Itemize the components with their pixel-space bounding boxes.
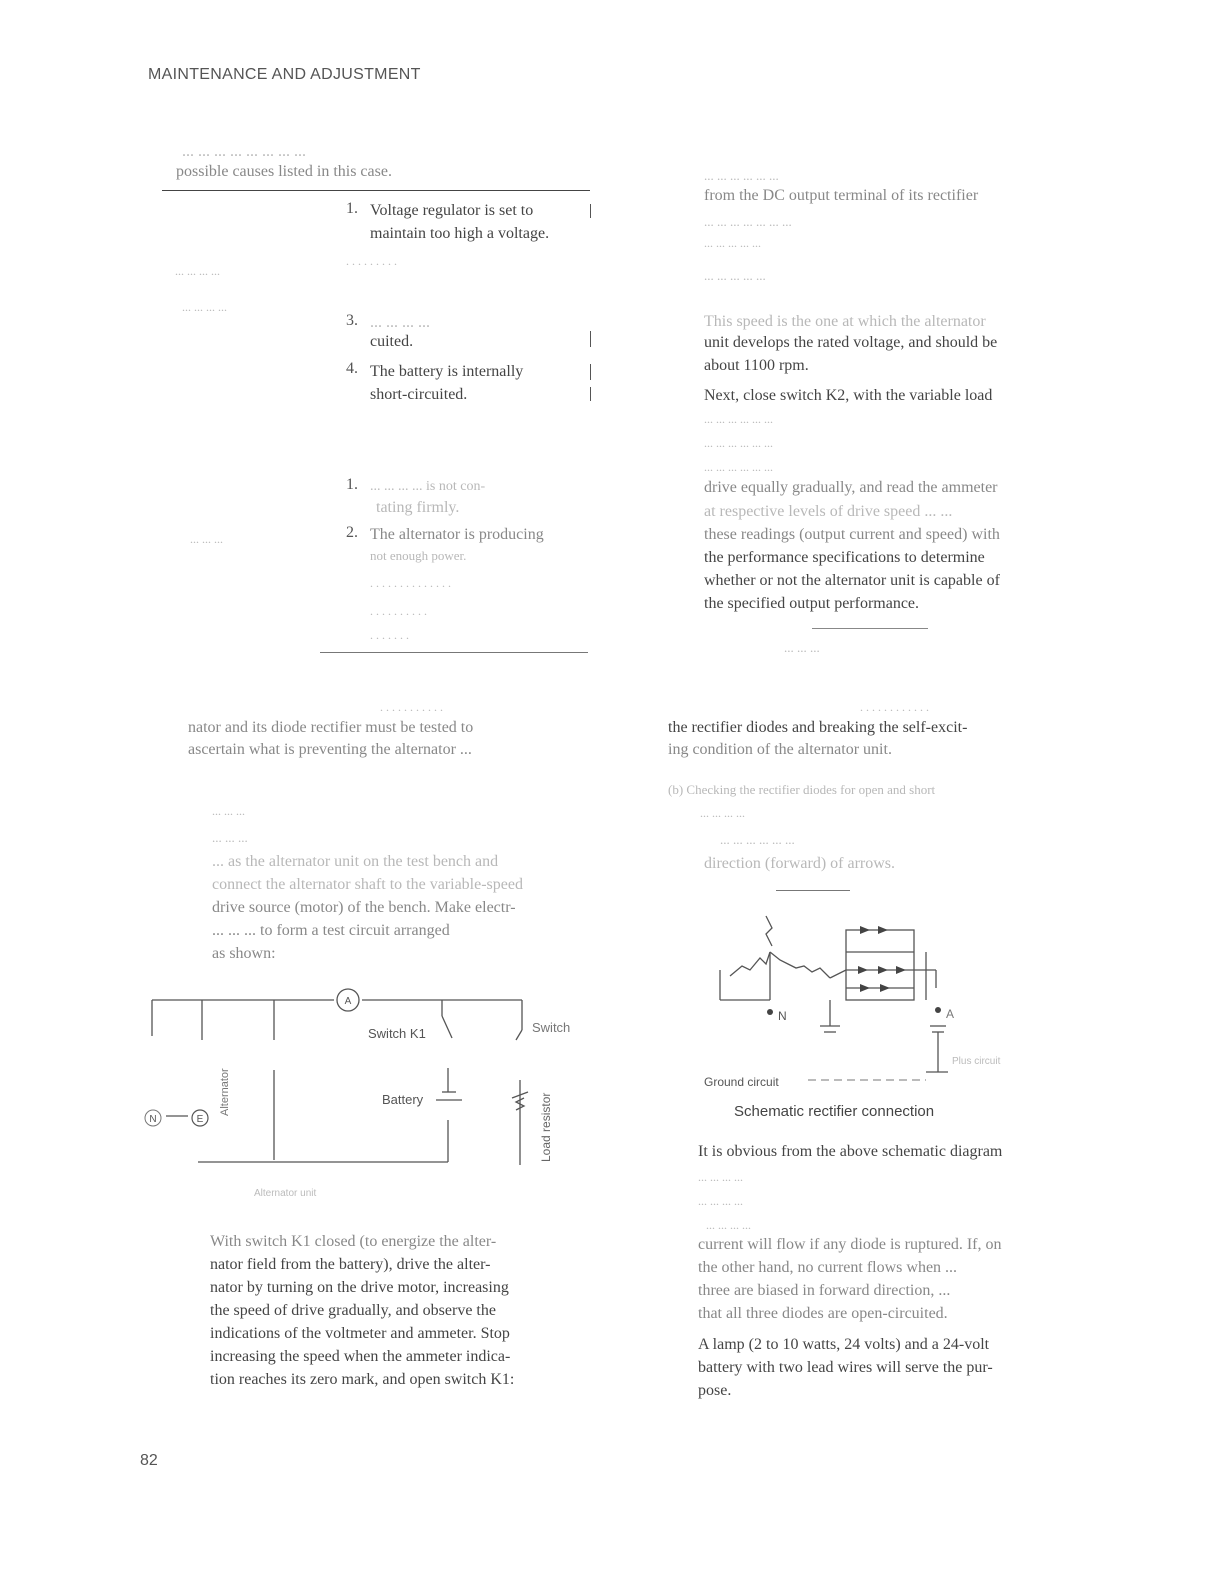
paragraph-line: from the DC output terminal of its rectifier <box>704 187 979 204</box>
paragraph-line: ... ... ... <box>212 804 245 818</box>
battery-label: Battery <box>382 1092 424 1107</box>
paragraph-line: ... ... ... ... ... ... <box>704 168 779 183</box>
paragraph-line: ... ... ... ... <box>698 1170 743 1184</box>
paragraph-line: ascertain what is preventing the alternator ... <box>188 741 472 758</box>
intro-text: possible causes listed in this case. <box>176 163 392 180</box>
paragraph-line: battery with two lead wires will serve the pur- <box>698 1359 993 1376</box>
list-item-line: The alternator is producing <box>370 526 544 543</box>
table-bottom-rule <box>320 652 588 653</box>
list-item-line: ... ... ... ... <box>370 314 430 331</box>
paragraph-line: these readings (output current and speed) with <box>704 526 1000 543</box>
table-top-rule <box>162 190 590 191</box>
paragraph-line: nator and its diode rectifier must be tested to <box>188 719 474 736</box>
paragraph-line: the speed of drive gradually, and observe the <box>210 1302 496 1319</box>
paragraph-line: unit develops the rated voltage, and should be <box>704 334 998 351</box>
paragraph-line: ing condition of the alternator unit. <box>668 741 892 758</box>
list-item-line: tating firmly. <box>376 499 460 516</box>
page-header: MAINTENANCE AND ADJUSTMENT <box>148 66 421 83</box>
divider <box>776 890 850 891</box>
paragraph-line: ... ... ... ... <box>698 1194 743 1208</box>
paragraph-line: ... as the alternator unit on the test bench and <box>212 853 499 870</box>
terminal-e-label: E <box>196 1114 204 1125</box>
paragraph-line: nator by turning on the drive motor, increasing <box>210 1279 509 1296</box>
paragraph-line: the other hand, no current flows when ... <box>698 1259 958 1276</box>
margin-bar <box>590 387 591 401</box>
paragraph-line: the performance specifications to determine <box>704 549 985 566</box>
faint-label: ... ... ... ... <box>182 300 227 314</box>
list-item-line: Voltage regulator is set to <box>370 202 534 219</box>
item-number: 3. <box>346 312 358 329</box>
rectifier-caption: Schematic rectifier connection <box>734 1103 935 1120</box>
paragraph-line: nator field from the battery), drive the alter- <box>210 1256 491 1273</box>
terminal-n-label: N <box>149 1114 157 1125</box>
faint-label: ... ... ... <box>190 532 223 546</box>
faint-label: ... ... ... ... <box>175 264 220 278</box>
faint-heading-rule <box>812 628 928 629</box>
paragraph-line: drive source (motor) of the bench. Make electr- <box>212 899 516 916</box>
paragraph-line: ... ... ... ... <box>700 806 745 820</box>
paragraph-line: A lamp (2 to 10 watts, 24 volts) and a 24-volt <box>698 1336 990 1353</box>
switch-k1-label: Switch K1 <box>368 1026 426 1041</box>
circuit-caption: Alternator unit <box>254 1188 317 1199</box>
paragraph-line: drive equally gradually, and read the ammeter <box>704 479 998 496</box>
page-number: 82 <box>140 1452 158 1469</box>
paragraph-line: ... ... ... ... <box>706 1218 751 1232</box>
rectifier-diagram <box>700 908 1070 1098</box>
intro-faint-text: ... ... ... ... ... ... ... ... <box>182 143 306 160</box>
paragraph-line: three are biased in forward direction, ... <box>698 1282 951 1299</box>
item-number: 1. <box>346 476 358 493</box>
paragraph-line: that all three diodes are open-circuited. <box>698 1305 948 1322</box>
load-resistor-label: Load resistor <box>539 1092 553 1162</box>
paragraph-line: Next, close switch K2, with the variable load <box>704 387 993 404</box>
paragraph-line: ... ... ... ... ... <box>704 268 766 283</box>
paragraph-line: indications of the voltmeter and ammeter. Stop <box>210 1325 510 1342</box>
item-number: 2. <box>346 524 358 541</box>
item-number: 4. <box>346 360 358 377</box>
list-item-line: The battery is internally <box>370 363 524 380</box>
list-item-line: maintain too high a voltage. <box>370 225 550 242</box>
paragraph-line: the specified output performance. <box>704 595 920 612</box>
paragraph-line: the rectifier diodes and breaking the self-excit- <box>668 719 968 736</box>
paragraph-line: whether or not the alternator unit is capable of <box>704 572 1000 589</box>
paragraph-line: pose. <box>698 1382 732 1399</box>
alternator-label: Alternator <box>219 1068 231 1116</box>
paragraph-line: ... ... ... ... ... ... <box>704 412 773 426</box>
paragraph-line: ... ... ... ... ... <box>704 236 761 250</box>
switch-label: Switch <box>532 1020 571 1035</box>
paragraph-line: ... ... ... ... ... ... <box>704 460 773 474</box>
paragraph-line: This speed is the one at which the alternator <box>704 313 986 330</box>
paragraph-line: about 1100 rpm. <box>704 357 809 374</box>
paragraph-line: current will flow if any diode is ruptured. If, on <box>698 1236 1002 1253</box>
paragraph-line: ... ... ... ... ... ... <box>720 832 795 847</box>
faint-heading: ... ... ... <box>784 640 820 655</box>
paragraph-line: ... ... ... to form a test circuit arranged <box>212 922 450 939</box>
margin-bar <box>590 204 591 218</box>
terminal-n-label: N <box>778 1009 787 1023</box>
paragraph-line: (b) Checking the rectifier diodes for open and short <box>668 782 936 797</box>
list-item-line: short-circuited. <box>370 386 468 403</box>
paragraph-line: at respective levels of drive speed ... ... <box>704 503 953 520</box>
paragraph-line: increasing the speed when the ammeter indica- <box>210 1348 511 1365</box>
paragraph-line: connect the alternator shaft to the variable-speed <box>212 876 523 893</box>
paragraph-line: tion reaches its zero mark, and open switch K1: <box>210 1371 515 1388</box>
list-item-line: not enough power. <box>370 548 467 563</box>
test-circuit-diagram <box>136 980 596 1202</box>
terminal-a-label: A <box>946 1007 955 1021</box>
paragraph-line: ... ... ... ... ... ... <box>704 436 773 450</box>
faint-circuit-label: Plus circuit <box>952 1056 1001 1067</box>
paragraph-line: With switch K1 closed (to energize the alter- <box>210 1233 497 1250</box>
margin-bar <box>590 364 591 380</box>
ground-circuit-label: Ground circuit <box>704 1075 779 1089</box>
list-item-line: cuited. <box>370 333 414 350</box>
paragraph-line: as shown: <box>212 945 276 962</box>
paragraph-line: It is obvious from the above schematic diagram <box>698 1143 1003 1160</box>
ammeter-label: A <box>344 996 352 1007</box>
list-item-line: ... ... ... ... is not con- <box>370 479 486 494</box>
paragraph-line: ... ... ... ... ... ... ... <box>704 214 792 229</box>
item-number: 1. <box>346 200 358 217</box>
margin-bar <box>590 331 591 347</box>
paragraph-line: ... ... ... <box>212 830 248 845</box>
paragraph-line: direction (forward) of arrows. <box>704 855 896 872</box>
